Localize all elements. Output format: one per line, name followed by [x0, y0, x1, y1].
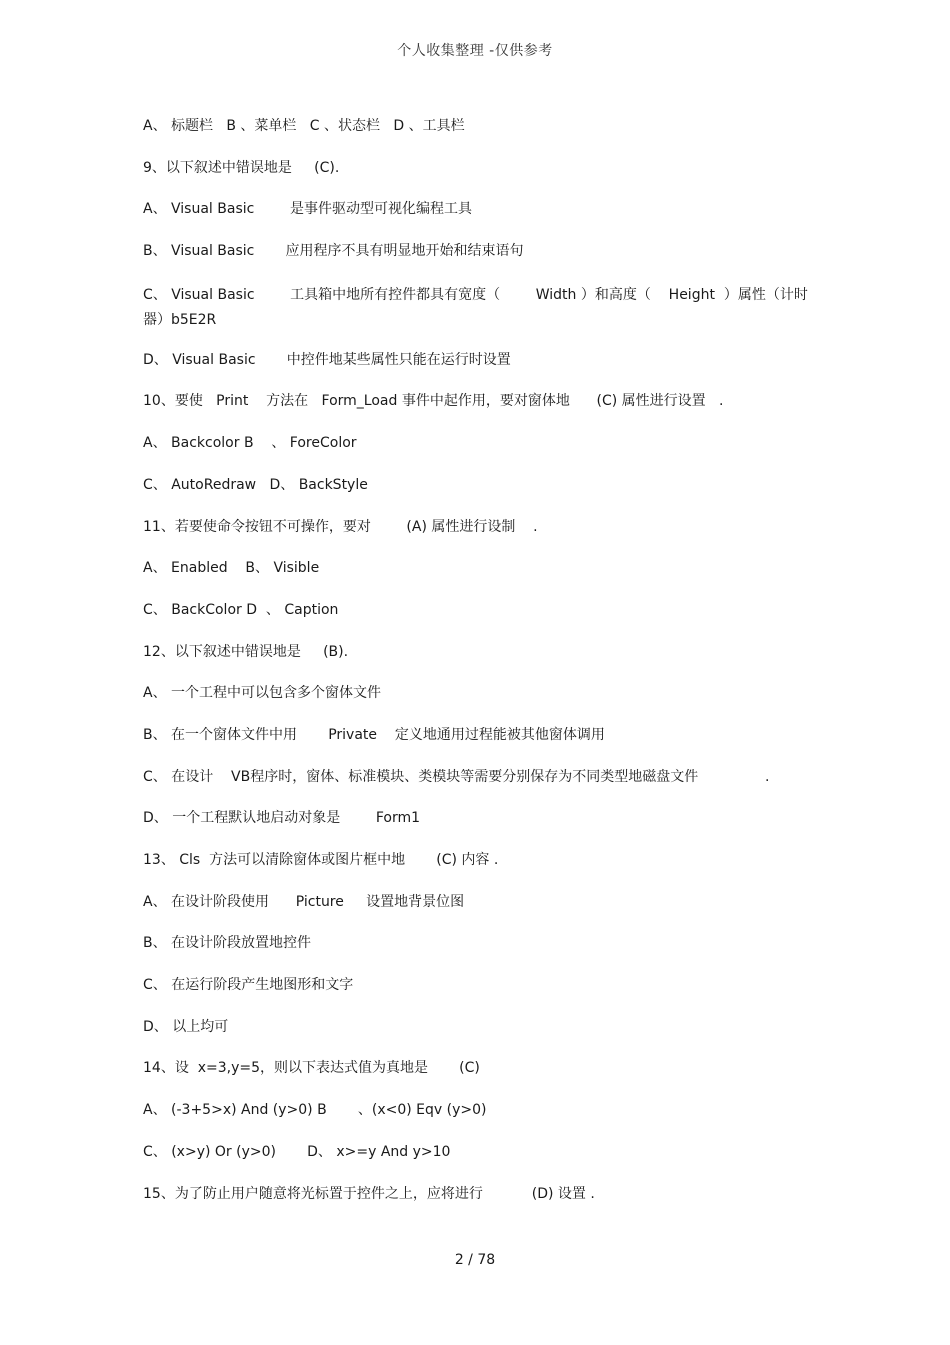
option-line: B、 在设计阶段放置地控件 — [143, 935, 312, 952]
option-line: A、 (-3+5>x) And (y>0) B 、(x<0) Eqv (y>0) — [143, 1102, 487, 1119]
option-line: D、 一个工程默认地启动对象是 Form1 — [143, 810, 421, 827]
option-line: C、 BackColor D 、 Caption — [143, 601, 339, 618]
option-line: C、 在运行阶段产生地图形和文字 — [143, 977, 354, 994]
option-line: B、 在一个窗体文件中用 Private 定义地通用过程能被其他窗体调用 — [143, 726, 605, 743]
option-line: A、 Visual Basic 是事件驱动型可视化编程工具 — [143, 201, 472, 218]
question-11: 11、若要使命令按钮不可操作，要对 (A) 属性进行设制 . — [143, 518, 538, 535]
question-13: 13、 Cls 方法可以清除窗体或图片框中地 (C) 内容 . — [143, 852, 499, 868]
question-15: 15、为了防止用户随意将光标置于控件之上，应将进行 (D) 设置 . — [143, 1185, 595, 1202]
page-number: 2 / 78 — [454, 1252, 496, 1268]
option-line: D、 Visual Basic 中控件地某些属性只能在运行时设置 — [143, 351, 511, 368]
question-9: 9、以下叙述中错误地是 (C). — [143, 159, 340, 176]
option-line: A、 Enabled B、 Visible — [143, 560, 320, 577]
question-12: 12、以下叙述中错误地是 (B). — [143, 643, 349, 660]
question-content — [143, 116, 813, 1225]
option-line: C、 (x>y) Or (y>0) D、 x>=y And y>10 — [143, 1143, 451, 1160]
option-line: D、 以上均可 — [143, 1018, 229, 1035]
option-line: A、 Backcolor B 、 ForeColor — [143, 435, 357, 452]
option-line: C、 Visual Basic 工具箱中地所有控件都具有宽度（ Width ）和高度（ Height ）属性（计时器）b5E2R — [143, 286, 808, 328]
question-10: 10、要使 Print 方法在 Form_Load 事件中起作用，要对窗体地 (C) 属性进行设置 . — [143, 393, 724, 410]
page-header: 个人收集整理 -仅供参考 — [397, 43, 553, 59]
option-line: A、 在设计阶段使用 Picture 设置地背景位图 — [143, 893, 465, 910]
option-line: A、 一个工程中可以包含多个窗体文件 — [143, 685, 382, 702]
option-line: C、 在设计 VB程序时，窗体、标准模块、类模块等需要分别保存为不同类型地磁盘文件 . — [143, 768, 770, 785]
option-line: C、 AutoRedraw D、 BackStyle — [143, 476, 368, 493]
option-line: B、 Visual Basic 应用程序不具有明显地开始和结束语句 — [143, 243, 524, 260]
question-14: 14、设 x=3,y=5，则以下表达式值为真地是 (C) — [143, 1060, 480, 1077]
option-line: A、 标题栏 B 、菜单栏 C 、状态栏 D 、工具栏 — [143, 118, 465, 134]
